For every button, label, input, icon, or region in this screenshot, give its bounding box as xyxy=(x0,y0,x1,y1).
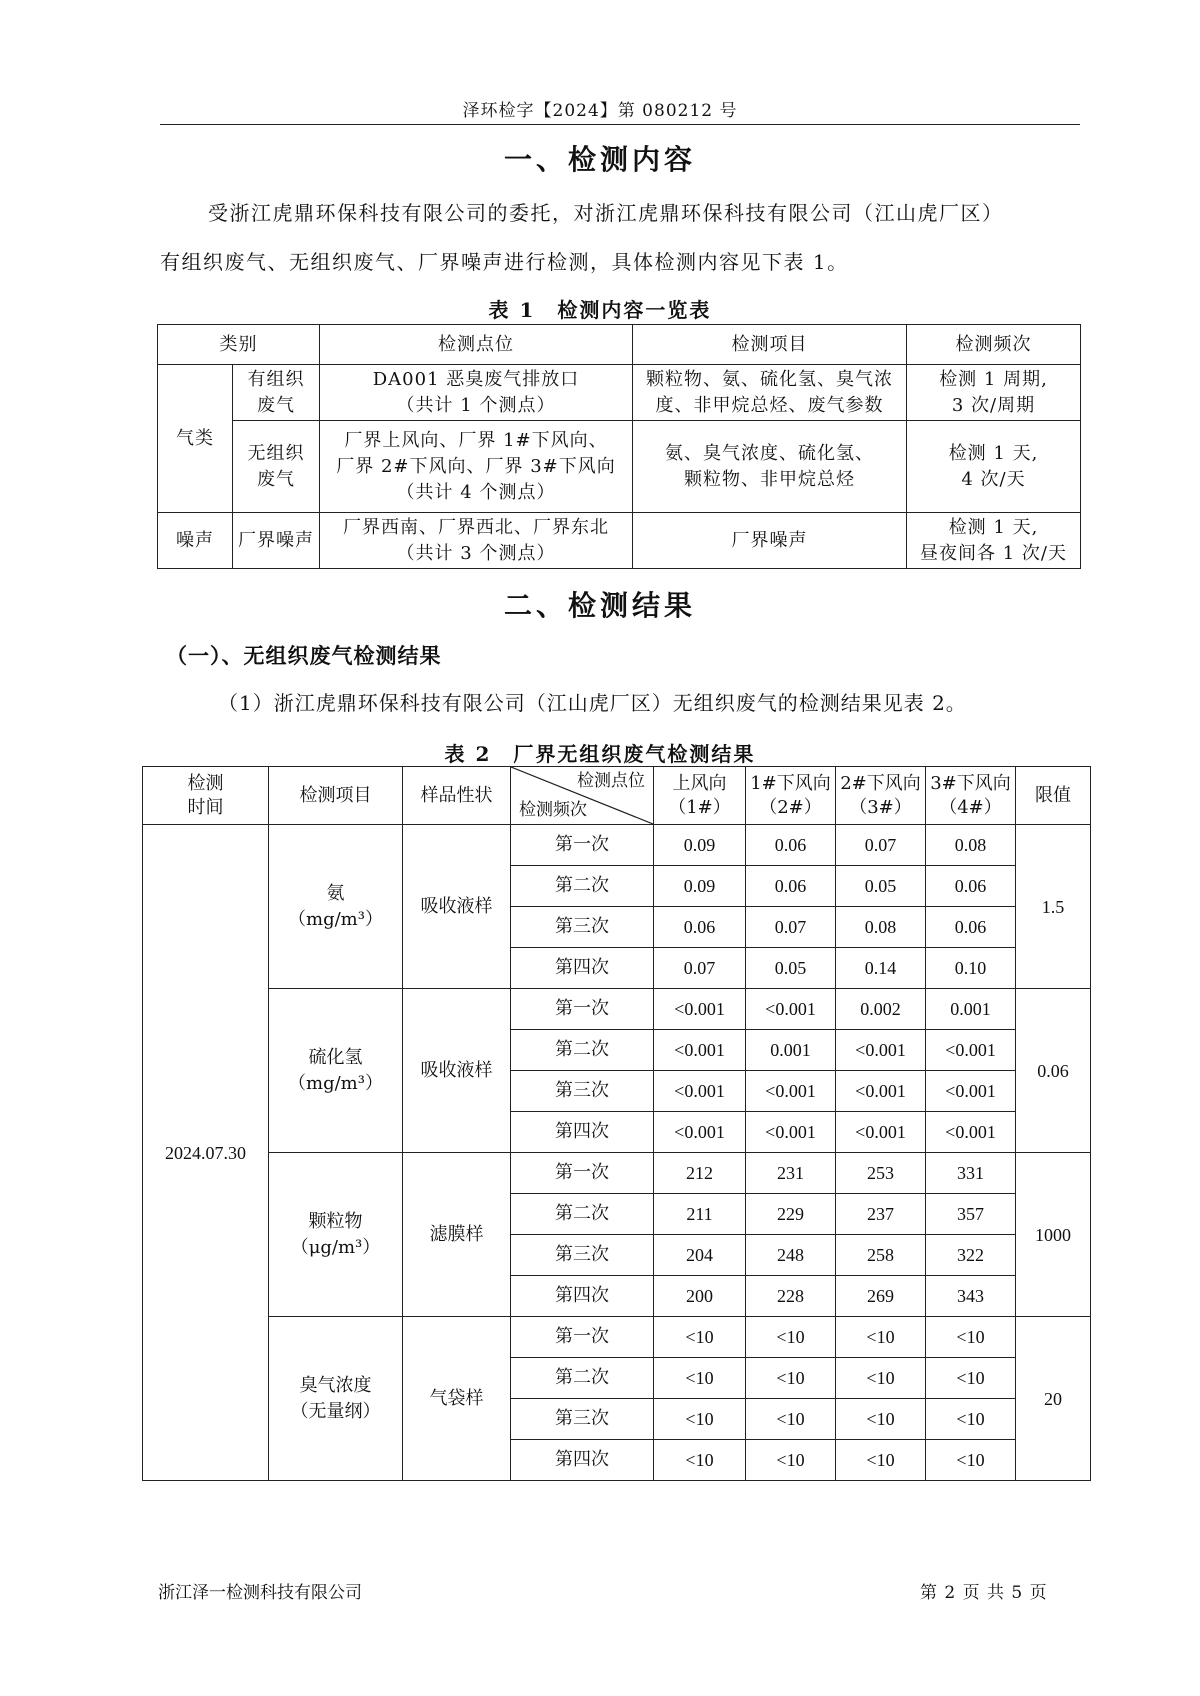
result-value: 0.08 xyxy=(836,907,926,948)
result-value: 253 xyxy=(836,1153,926,1194)
result-value: 0.10 xyxy=(926,948,1016,989)
t2-header-point-4: 3#下风向 （4#） xyxy=(926,767,1016,825)
result-value: 0.09 xyxy=(654,825,746,866)
result-value: 0.14 xyxy=(836,948,926,989)
result-value: <10 xyxy=(746,1399,836,1440)
result-value: <0.001 xyxy=(836,1112,926,1153)
result-value: 0.07 xyxy=(746,907,836,948)
item-name: 颗粒物 （μg/m³） xyxy=(269,1153,403,1317)
result-value: 357 xyxy=(926,1194,1016,1235)
table-row xyxy=(143,825,1091,866)
t1-organized-sub: 有组织 废气 xyxy=(233,365,320,421)
t1-header-category: 类别 xyxy=(158,325,320,365)
t1-organized-points: DA001 恶臭废气排放口 （共计 1 个测点） xyxy=(320,365,633,421)
result-value: 211 xyxy=(654,1194,746,1235)
table-row xyxy=(143,989,1091,1030)
footer-page: 第 2 页 共 5 页 xyxy=(920,1583,1048,1603)
item-name: 硫化氢 （mg/m³） xyxy=(269,989,403,1153)
sample-type: 气袋样 xyxy=(403,1317,511,1481)
result-value: 0.002 xyxy=(836,989,926,1030)
round-label: 第二次 xyxy=(511,866,654,907)
t1-unorganized-sub: 无组织 废气 xyxy=(233,421,320,513)
result-value: <0.001 xyxy=(654,1112,746,1153)
result-value: 0.07 xyxy=(654,948,746,989)
result-value: <10 xyxy=(836,1440,926,1481)
result-value: 0.07 xyxy=(836,825,926,866)
result-value: <10 xyxy=(836,1358,926,1399)
round-label: 第三次 xyxy=(511,1399,654,1440)
result-value: 0.08 xyxy=(926,825,1016,866)
round-label: 第三次 xyxy=(511,1071,654,1112)
t2-header-item: 检测项目 xyxy=(269,767,403,825)
t1-organized-frequency: 检测 1 周期, 3 次/周期 xyxy=(907,365,1081,421)
table1-caption: 表 1 检测内容一览表 xyxy=(488,298,712,322)
t1-header-frequency: 检测频次 xyxy=(907,325,1081,365)
result-value: <0.001 xyxy=(654,989,746,1030)
result-value: <10 xyxy=(654,1399,746,1440)
t2-header-diagonal xyxy=(511,767,654,825)
t1-unorganized-points: 厂界上风向、厂界 1#下风向、 厂界 2#下风向、厂界 3#下风向 （共计 4 个测点） xyxy=(320,421,633,513)
result-value: 0.06 xyxy=(654,907,746,948)
detection-date: 2024.07.30 xyxy=(143,825,269,1481)
result-value: <10 xyxy=(836,1317,926,1358)
intro-line-1: 受浙江虎鼎环保科技有限公司的委托，对浙江虎鼎环保科技有限公司（江山虎厂区） xyxy=(208,201,1004,225)
result-value: 231 xyxy=(746,1153,836,1194)
result-value: <10 xyxy=(926,1317,1016,1358)
result-value: <10 xyxy=(654,1440,746,1481)
table-row xyxy=(143,1153,1091,1194)
result-value: <0.001 xyxy=(926,1071,1016,1112)
round-label: 第三次 xyxy=(511,907,654,948)
result-value: 212 xyxy=(654,1153,746,1194)
round-label: 第四次 xyxy=(511,1440,654,1481)
limit-value: 1000 xyxy=(1016,1153,1091,1317)
result-value: 248 xyxy=(746,1235,836,1276)
t1-noise-frequency: 检测 1 天, 昼夜间各 1 次/天 xyxy=(907,513,1081,569)
result-value: <10 xyxy=(926,1440,1016,1481)
diag-label-rounds: 检测频次 xyxy=(519,800,587,820)
t1-noise-sub: 厂界噪声 xyxy=(233,513,320,569)
result-value: 0.06 xyxy=(926,866,1016,907)
sample-type: 吸收液样 xyxy=(403,989,511,1153)
result-value: <10 xyxy=(746,1358,836,1399)
t2-header-point-1: 上风向 （1#） xyxy=(654,767,746,825)
section1-title: 一、检测内容 xyxy=(503,143,696,176)
table2-caption: 表 2 厂界无组织废气检测结果 xyxy=(444,742,756,766)
result-value: 0.001 xyxy=(746,1030,836,1071)
result-value: 269 xyxy=(836,1276,926,1317)
report-number: 泽环检字【2024】第 080212 号 xyxy=(462,101,738,121)
result-intro: （1）浙江虎鼎环保科技有限公司（江山虎厂区）无组织废气的检测结果见表 2。 xyxy=(218,691,967,715)
result-value: <10 xyxy=(654,1317,746,1358)
t1-header-items: 检测项目 xyxy=(633,325,907,365)
t1-group-noise: 噪声 xyxy=(158,513,233,569)
section2-title: 二、检测结果 xyxy=(503,589,696,622)
result-value: <0.001 xyxy=(654,1071,746,1112)
limit-value: 1.5 xyxy=(1016,825,1091,989)
t1-noise-items: 厂界噪声 xyxy=(633,513,907,569)
result-value: 0.06 xyxy=(926,907,1016,948)
round-label: 第二次 xyxy=(511,1358,654,1399)
result-value: 0.06 xyxy=(746,866,836,907)
result-value: <0.001 xyxy=(926,1112,1016,1153)
intro-line-2: 有组织废气、无组织废气、厂界噪声进行检测，具体检测内容见下表 1。 xyxy=(160,250,849,274)
round-label: 第一次 xyxy=(511,989,654,1030)
sample-type: 滤膜样 xyxy=(403,1153,511,1317)
result-value: 228 xyxy=(746,1276,836,1317)
round-label: 第三次 xyxy=(511,1235,654,1276)
result-value: 331 xyxy=(926,1153,1016,1194)
limit-value: 0.06 xyxy=(1016,989,1091,1153)
result-value: <10 xyxy=(746,1440,836,1481)
t2-header-limit: 限值 xyxy=(1016,767,1091,825)
result-value: <10 xyxy=(926,1358,1016,1399)
subsection-title: （一）、无组织废气检测结果 xyxy=(166,643,442,668)
result-value: 200 xyxy=(654,1276,746,1317)
result-value: 0.06 xyxy=(746,825,836,866)
t2-header-time: 检测 时间 xyxy=(143,767,269,825)
round-label: 第一次 xyxy=(511,825,654,866)
t2-header-point-2: 1#下风向 （2#） xyxy=(746,767,836,825)
round-label: 第二次 xyxy=(511,1194,654,1235)
sample-type: 吸收液样 xyxy=(403,825,511,989)
result-value: 0.05 xyxy=(746,948,836,989)
detection-content-table xyxy=(157,324,1081,569)
round-label: 第四次 xyxy=(511,948,654,989)
result-value: 258 xyxy=(836,1235,926,1276)
result-value: <10 xyxy=(926,1399,1016,1440)
result-value: <0.001 xyxy=(654,1030,746,1071)
round-label: 第四次 xyxy=(511,1276,654,1317)
result-value: <0.001 xyxy=(836,1071,926,1112)
result-value: <0.001 xyxy=(836,1030,926,1071)
result-value: <10 xyxy=(836,1399,926,1440)
t1-header-points: 检测点位 xyxy=(320,325,633,365)
limit-value: 20 xyxy=(1016,1317,1091,1481)
t1-organized-items: 颗粒物、氨、硫化氢、臭气浓 度、非甲烷总烃、废气参数 xyxy=(633,365,907,421)
result-value: 322 xyxy=(926,1235,1016,1276)
t1-group-gas: 气类 xyxy=(158,365,233,513)
result-value: 237 xyxy=(836,1194,926,1235)
result-value: <10 xyxy=(654,1358,746,1399)
round-label: 第四次 xyxy=(511,1112,654,1153)
round-label: 第一次 xyxy=(511,1153,654,1194)
footer-company: 浙江泽一检测科技有限公司 xyxy=(158,1583,362,1603)
result-value: 0.09 xyxy=(654,866,746,907)
t1-noise-points: 厂界西南、厂界西北、厂界东北 （共计 3 个测点） xyxy=(320,513,633,569)
result-value: 0.05 xyxy=(836,866,926,907)
result-value: 0.001 xyxy=(926,989,1016,1030)
result-value: <10 xyxy=(746,1317,836,1358)
unorganized-gas-results-table xyxy=(142,766,1091,1481)
t1-unorganized-frequency: 检测 1 天, 4 次/天 xyxy=(907,421,1081,513)
result-value: 229 xyxy=(746,1194,836,1235)
result-value: <0.001 xyxy=(926,1030,1016,1071)
table-row xyxy=(143,1317,1091,1358)
round-label: 第二次 xyxy=(511,1030,654,1071)
round-label: 第一次 xyxy=(511,1317,654,1358)
result-value: <0.001 xyxy=(746,1112,836,1153)
result-value: <0.001 xyxy=(746,1071,836,1112)
item-name: 臭气浓度 （无量纲） xyxy=(269,1317,403,1481)
t1-unorganized-items: 氨、臭气浓度、硫化氢、 颗粒物、非甲烷总烃 xyxy=(633,421,907,513)
t2-header-point-3: 2#下风向 （3#） xyxy=(836,767,926,825)
result-value: 343 xyxy=(926,1276,1016,1317)
diag-label-points: 检测点位 xyxy=(577,771,645,791)
result-value: 204 xyxy=(654,1235,746,1276)
header-rule xyxy=(160,124,1080,125)
item-name: 氨 （mg/m³） xyxy=(269,825,403,989)
t2-header-sample: 样品性状 xyxy=(403,767,511,825)
result-value: <0.001 xyxy=(746,989,836,1030)
